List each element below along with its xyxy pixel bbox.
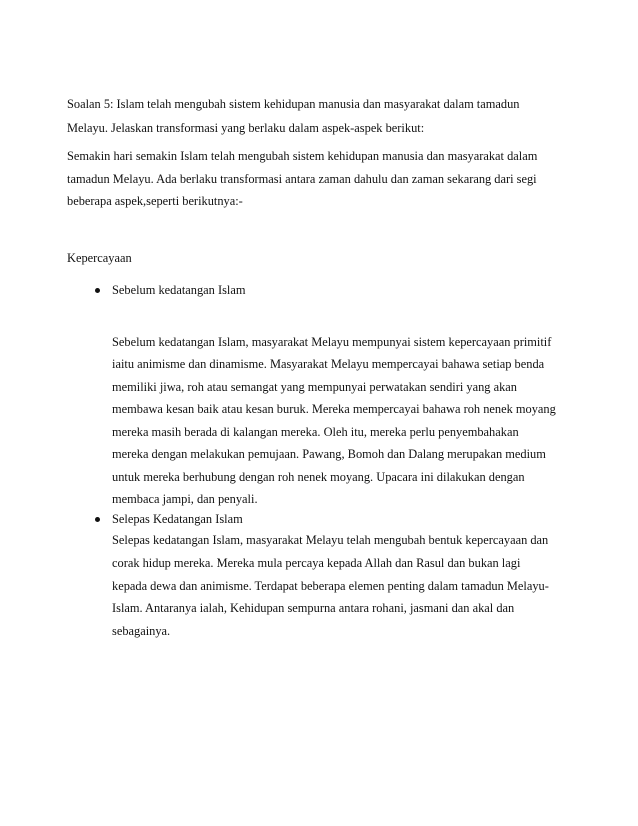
intro-line: Semakin hari semakin Islam telah mengubah sistem kehidupan manusia dan masyarakat dalam (67, 149, 538, 163)
paragraph-line: mereka dengan melakukan pemujaan. Pawang, Bomoh dan Dalang merupakan medium (112, 447, 546, 461)
paragraph-line: kepada dewa dan animisme. Terdapat beberapa elemen penting dalam tamadun Melayu- (112, 579, 549, 593)
intro-line: beberapa aspek,seperti berikutnya:- (67, 194, 243, 208)
paragraph-line: iaitu animisme dan dinamisme. Masyarakat Melayu mempercayai bahawa setiap benda (112, 357, 545, 371)
paragraph-line: membaca jampi, dan penyali. (112, 492, 258, 506)
bullet-label-after: Selepas Kedatangan Islam (112, 512, 243, 526)
paragraph-line: sebagainya. (112, 624, 171, 638)
question-line: Soalan 5: Islam telah mengubah sistem kehidupan manusia dan masyarakat dalam tamadun (67, 97, 520, 111)
section-heading: Kepercayaan (67, 251, 132, 265)
paragraph-line: corak hidup mereka. Mereka mula percaya kepada Allah dan Rasul dan bukan lagi (112, 556, 521, 570)
paragraph-line: Islam. Antaranya ialah, Kehidupan sempurna antara rohani, jasmani dan akal dan (112, 601, 515, 615)
bullet-label-before: Sebelum kedatangan Islam (112, 283, 246, 297)
paragraph-line: Sebelum kedatangan Islam, masyarakat Melayu mempunyai sistem kepercayaan primitif (112, 335, 552, 349)
bullet-icon (95, 288, 100, 293)
paragraph-line: memiliki jiwa, roh atau semangat yang mempunyai perwatakan sendiri yang akan (112, 380, 517, 394)
paragraph-line: mereka masih berada di kalangan mereka. Oleh itu, mereka perlu penyembahakan (112, 425, 519, 439)
paragraph-line: untuk mereka berhubung dengan roh nenek moyang. Upacara ini dilakukan dengan (112, 470, 525, 484)
question-line: Melayu. Jelaskan transformasi yang berlaku dalam aspek-aspek berikut: (67, 121, 425, 135)
paragraph-line: membawa kesan baik atau kesan buruk. Mereka mempercayai bahawa roh nenek moyang (112, 402, 556, 416)
paragraph-line: Selepas kedatangan Islam, masyarakat Melayu telah mengubah bentuk kepercayaan dan (112, 533, 549, 547)
intro-line: tamadun Melayu. Ada berlaku transformasi antara zaman dahulu dan zaman sekarang dari segi (67, 172, 537, 186)
bullet-icon (95, 517, 100, 522)
